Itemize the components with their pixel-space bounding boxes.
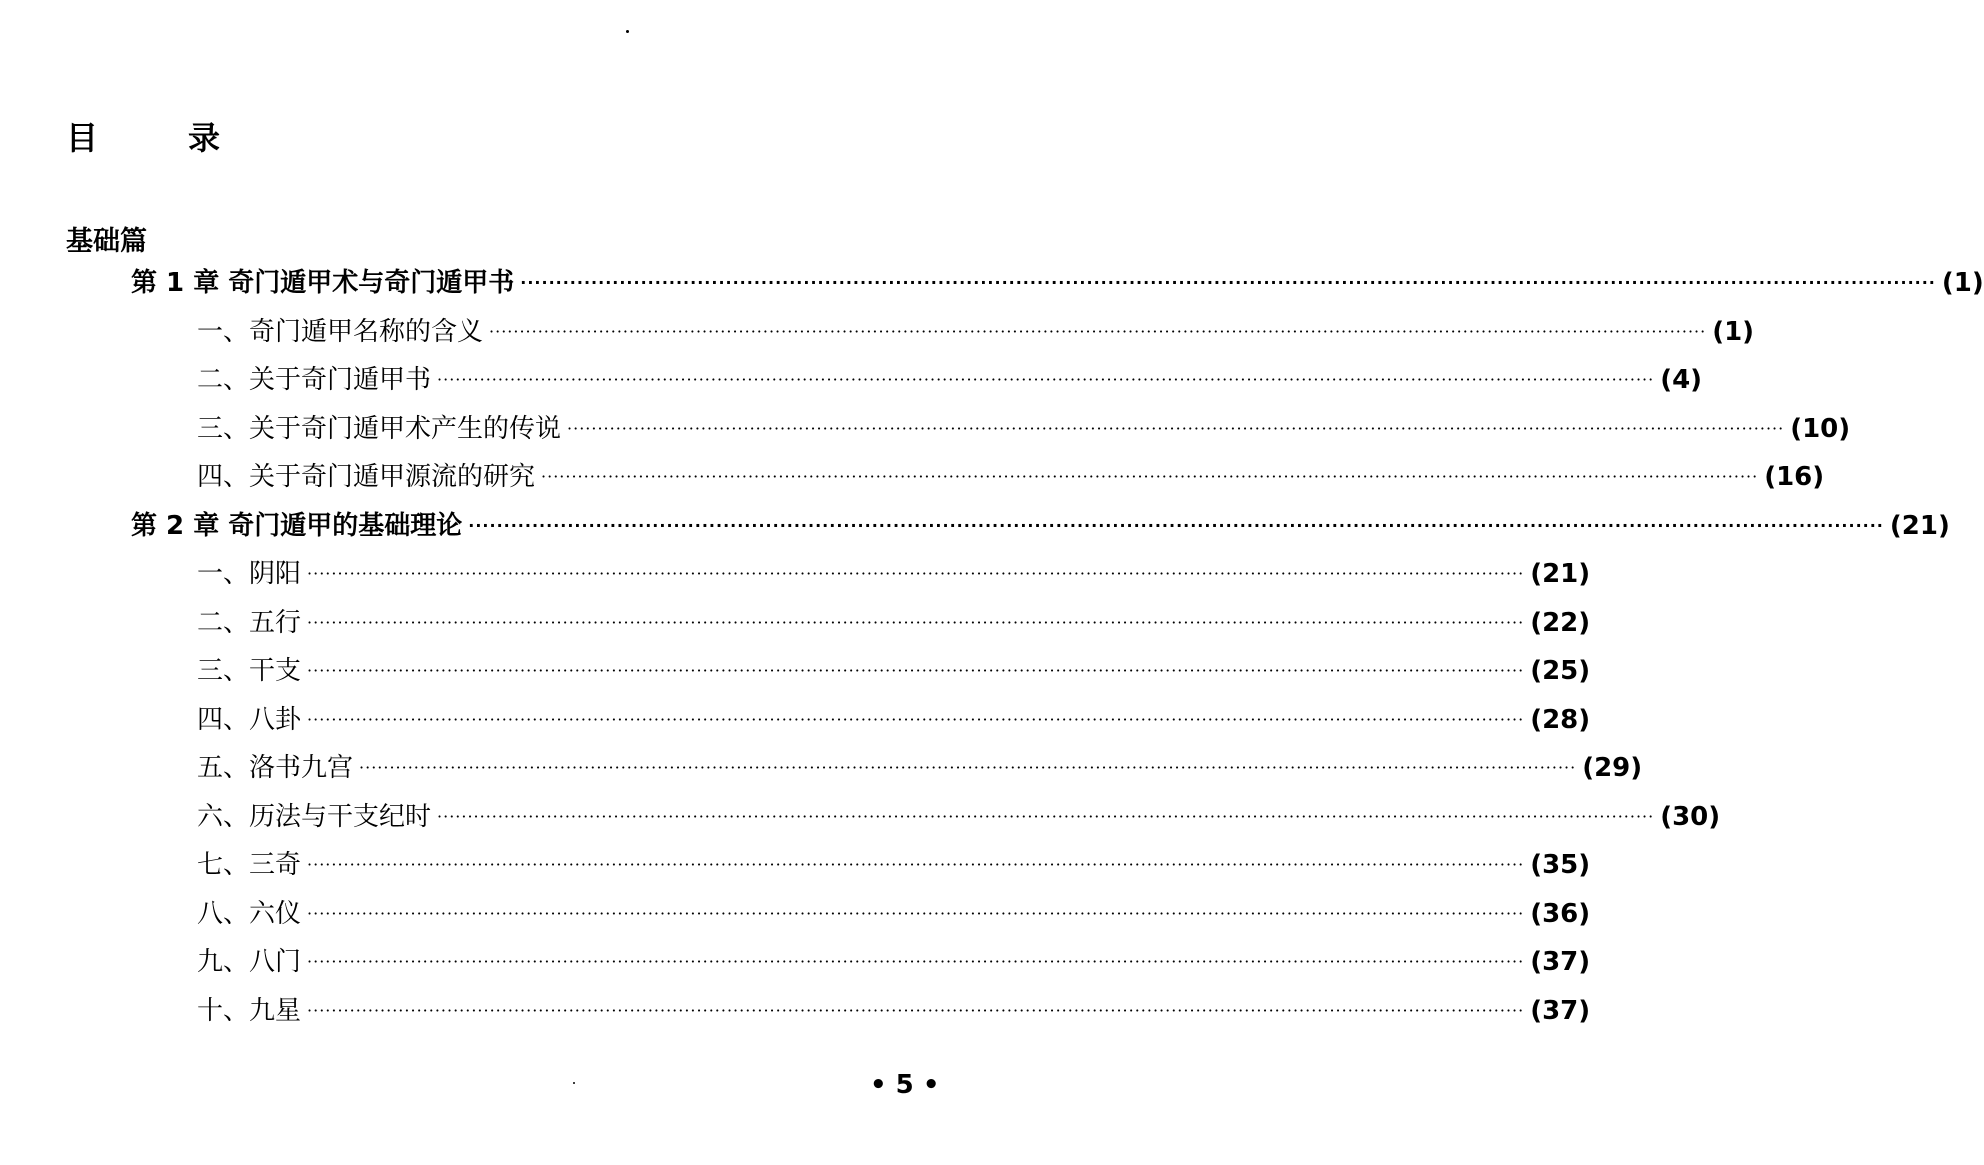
toc-entry-label: 二、关于奇门遁甲书 xyxy=(197,365,432,395)
toc-entry-label: 九、八门 xyxy=(197,947,302,977)
toc-leader-dots: ········································································································································································································ xyxy=(307,903,1525,923)
toc-page-number: (30) xyxy=(1660,801,1721,832)
toc-chapter-entry[interactable] xyxy=(131,264,1984,302)
toc-section-entry[interactable] xyxy=(197,943,1591,981)
toc-leader-dots: ········································································································································································································ xyxy=(489,321,1707,341)
toc-page-number: (35) xyxy=(1530,850,1591,880)
toc-leader-dots: ········································································································································································································ xyxy=(541,467,1759,486)
toc-entry-label: 五、洛书九宫 xyxy=(197,753,354,783)
toc-entry-label: 二、五行 xyxy=(197,607,302,638)
toc-page-number: (1) xyxy=(1941,268,1984,298)
toc-entry-label: 第 1 章 奇门遁甲术与奇门遁甲书 xyxy=(131,268,515,298)
toc-page-number: (29) xyxy=(1582,753,1643,783)
toc-page-number: (21) xyxy=(1530,559,1591,589)
scan-speck xyxy=(573,1082,575,1084)
toc-page-number: (22) xyxy=(1530,607,1591,638)
toc-entry-label: 三、关于奇门遁甲术产生的传说 xyxy=(197,413,562,444)
toc-section-entry[interactable] xyxy=(197,992,1591,1030)
toc-entry-label: 六、历法与干支纪时 xyxy=(197,801,432,832)
toc-section-entry[interactable] xyxy=(197,555,1591,593)
toc-section-entry[interactable] xyxy=(197,701,1591,739)
toc-entry-label: 八、六仪 xyxy=(197,898,302,929)
toc-entry-label: 三、干支 xyxy=(197,656,302,686)
toc-leader-dots: ········································································································································································································ xyxy=(520,273,1936,292)
toc-leader-dots: ········································································································································································································ xyxy=(567,418,1785,438)
toc-leader-dots: ········································································································································································································ xyxy=(307,1000,1525,1020)
toc-entry-label: 四、八卦 xyxy=(197,704,302,735)
toc-section-entry[interactable] xyxy=(197,798,1721,836)
toc-leader-dots: ········································································································································································································ xyxy=(359,758,1577,777)
toc-section-entry[interactable] xyxy=(197,846,1591,884)
toc-entry-label: 七、三奇 xyxy=(197,850,302,880)
toc-page-number: (4) xyxy=(1660,365,1703,395)
toc-page-number: (1) xyxy=(1712,316,1755,347)
title-char-2: 录 xyxy=(188,119,221,157)
toc-section-entry[interactable] xyxy=(197,749,1643,787)
scan-speck xyxy=(626,30,629,33)
toc-leader-dots: ········································································································································································································ xyxy=(307,564,1525,583)
toc-entry-label: 四、关于奇门遁甲源流的研究 xyxy=(197,462,536,492)
toc-section-entry[interactable] xyxy=(197,410,1851,448)
toc-page-number: (37) xyxy=(1530,995,1591,1026)
toc-leader-dots: ········································································································································································································ xyxy=(307,661,1525,680)
toc-entry-label: 第 2 章 奇门遁甲的基础理论 xyxy=(131,510,463,541)
toc-leader-dots: ········································································································································································································ xyxy=(437,370,1655,389)
toc-section-entry[interactable] xyxy=(197,604,1591,642)
toc-section-entry[interactable] xyxy=(197,458,1825,496)
toc-section-entry[interactable] xyxy=(197,361,1703,399)
toc-section-entry[interactable] xyxy=(197,313,1755,351)
toc-page-number: (36) xyxy=(1530,898,1591,929)
section-heading: 基础篇 xyxy=(66,226,147,257)
toc-entry-label: 一、阴阳 xyxy=(197,559,302,589)
toc-section-entry[interactable] xyxy=(197,895,1591,933)
toc-page-number: (28) xyxy=(1530,704,1591,735)
toc-page-number: (10) xyxy=(1790,413,1851,444)
page-number-footer: • 5 • xyxy=(870,1070,940,1100)
toc-page-number: (16) xyxy=(1764,462,1825,492)
title-char-1: 目 xyxy=(66,119,99,157)
toc-leader-dots: ········································································································································································································ xyxy=(468,515,1884,535)
toc-page-number: (37) xyxy=(1530,947,1591,977)
toc-leader-dots: ········································································································································································································ xyxy=(307,952,1525,971)
page-title xyxy=(66,118,220,158)
toc-chapter-entry[interactable] xyxy=(131,507,1950,545)
toc-page-number: (25) xyxy=(1530,656,1591,686)
toc-entry-label: 一、奇门遁甲名称的含义 xyxy=(197,316,484,347)
toc-leader-dots: ········································································································································································································ xyxy=(437,806,1655,826)
toc-entry-label: 十、九星 xyxy=(197,995,302,1026)
toc-leader-dots: ········································································································································································································ xyxy=(307,709,1525,729)
toc-page-number: (21) xyxy=(1889,510,1950,541)
toc-section-entry[interactable] xyxy=(197,652,1591,690)
toc-leader-dots: ········································································································································································································ xyxy=(307,612,1525,632)
toc-leader-dots: ········································································································································································································ xyxy=(307,855,1525,874)
